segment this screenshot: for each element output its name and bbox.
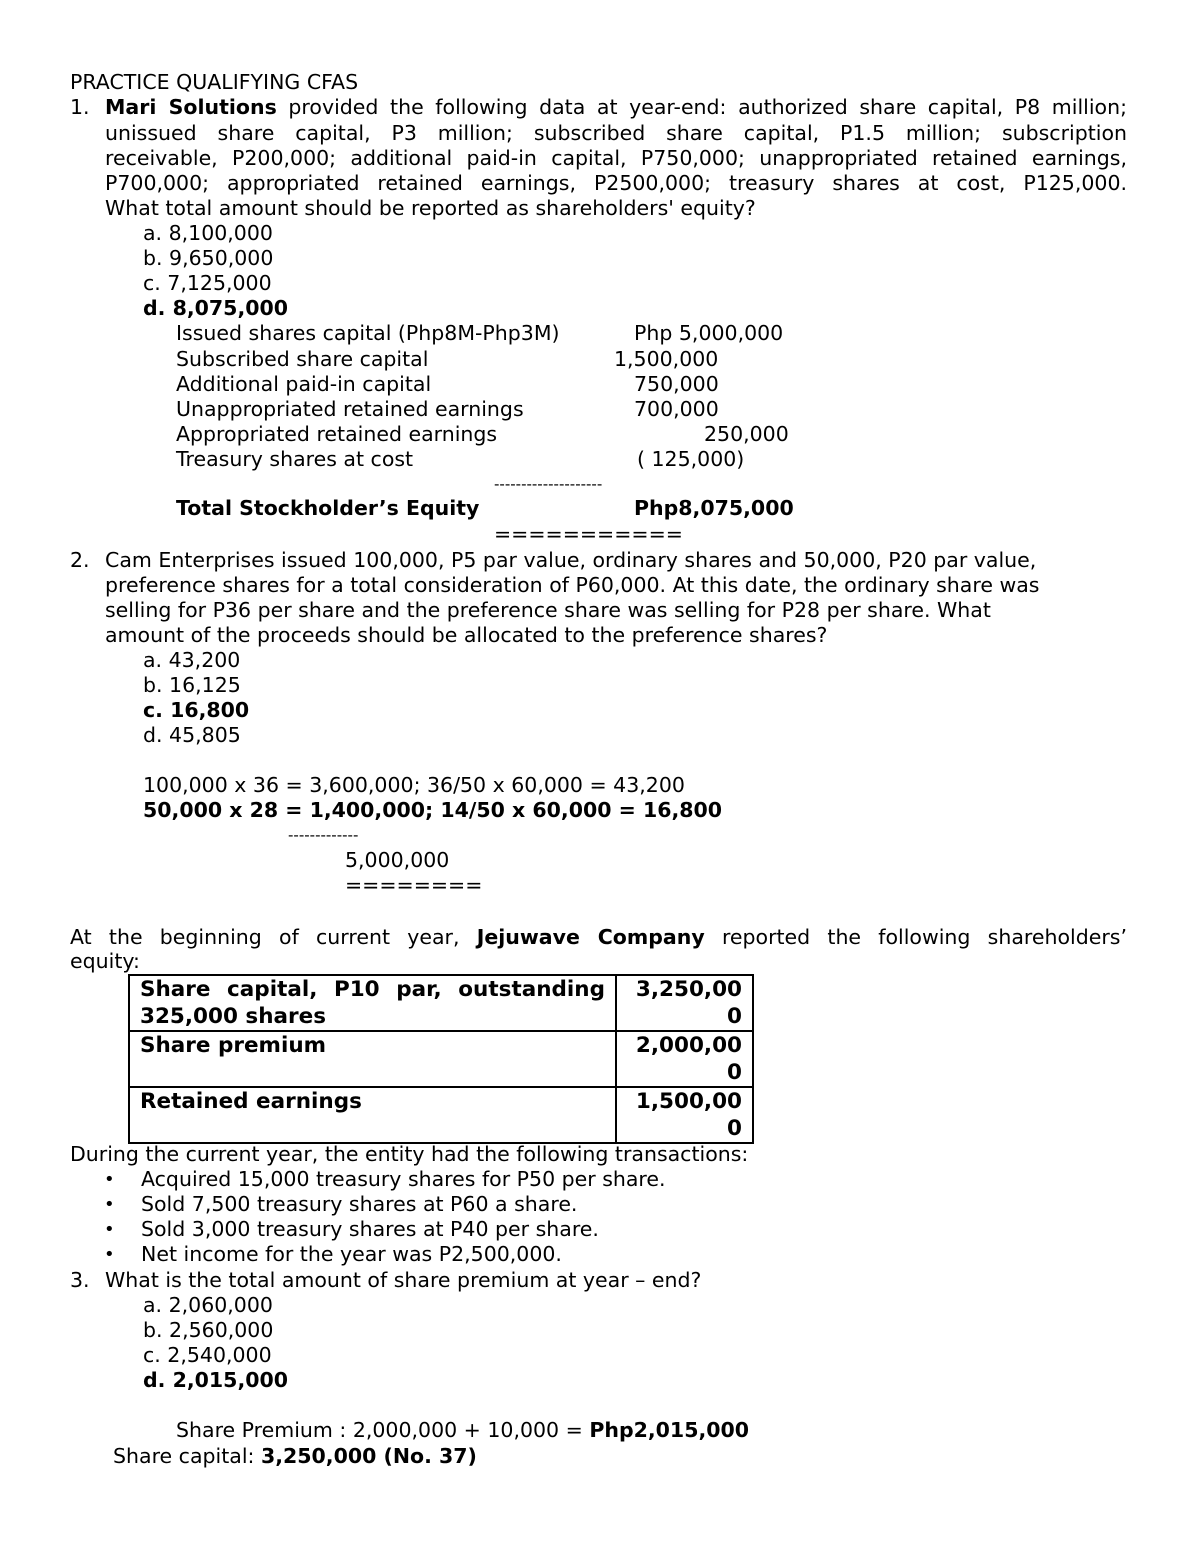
q2-choice-c-answer: c. 16,800 (143, 698, 250, 722)
equity-row-1-label-line-1: Share capital, P10 par, outstanding (140, 977, 605, 1002)
q3-premium-line (176, 1418, 749, 1443)
q1-line-1 (105, 95, 1127, 120)
equity-row-2-label: Share premium (140, 1033, 327, 1058)
equity-row-3-value-line-2: 0 (727, 1116, 742, 1141)
q1-sol-value-5: 250,000 (704, 422, 789, 446)
q3-choice-b: b. 2,560,000 (143, 1318, 274, 1342)
q2-sum: 5,000,000 (345, 848, 450, 872)
equity-row-2-value-line-1: 2,000,00 (635, 1033, 742, 1058)
q3-choice-c: c. 2,540,000 (143, 1343, 272, 1367)
table-row (129, 975, 753, 1031)
equity-table (128, 974, 754, 1144)
q3-premium-total: Php2,015,000 (589, 1418, 750, 1442)
equity-row-1-label-line-2: 325,000 shares (140, 1004, 327, 1029)
q1-company: Mari Solutions (105, 95, 277, 119)
equity-row-1-value-line-1: 3,250,00 (635, 977, 742, 1002)
q1-total-label: Total Stockholder’s Equity (176, 496, 480, 520)
bullet-2: • (104, 1194, 115, 1215)
q1-line-3: receivable, P200,000; additional paid-in capital, P750,000; unappropriated retained earnings, (105, 146, 1127, 170)
q2-choice-d: d. 45,805 (143, 723, 241, 747)
q2-line-1: Cam Enterprises issued 100,000, P5 par value, ordinary shares and 50,000, P20 par value, (105, 548, 1037, 572)
q2-calc-2: 50,000 x 28 = 1,400,000; 14/50 x 60,000 = 16,800 (143, 798, 723, 822)
q1-line-1-text: provided the following data at year-end: authorized share capital, P8 million; (276, 95, 1128, 119)
q2-line-2: preference shares for a total consideration of P60,000. At this date, the ordinary share was (105, 573, 1040, 597)
q3-choice-d-answer: d. 2,015,000 (143, 1368, 289, 1392)
q1-choice-c: c. 7,125,000 (143, 271, 272, 295)
q2-line-3: selling for P36 per share and the preference share was selling for P28 per share. What (105, 598, 991, 622)
q3-capital-value: 3,250,000 (No. 37) (260, 1444, 477, 1468)
q3-capital-line (113, 1444, 477, 1469)
equity-label-cell (129, 1031, 616, 1087)
equity-row-2-value-line-2: 0 (727, 1060, 742, 1085)
q1-sol-label-6: Treasury shares at cost (176, 447, 414, 471)
q3-premium-text: Share Premium : 2,000,000 + 10,000 = (176, 1418, 590, 1442)
q2-dash-rule: ------------- (288, 826, 359, 844)
q1-sol-label-3: Additional paid-in capital (176, 372, 432, 396)
page-title: PRACTICE QUALIFYING CFAS (70, 70, 359, 94)
q1-dash-rule: -------------------- (494, 475, 603, 493)
q1-total-value: Php8,075,000 (634, 496, 794, 520)
q1-sol-label-2: Subscribed share capital (176, 347, 429, 371)
q3-choice-a: a. 2,060,000 (143, 1293, 273, 1317)
equity-value-cell (616, 975, 753, 1031)
equity-row-3-value-line-1: 1,500,00 (635, 1089, 742, 1114)
q2-calc-1: 100,000 x 36 = 3,600,000; 36/50 x 60,000 = 43,200 (143, 773, 685, 797)
jejuwave-intro (70, 925, 1127, 950)
q1-line-5: What total amount should be reported as shareholders' equity? (105, 196, 756, 220)
q3-question: What is the total amount of share premium at year – end? (105, 1268, 702, 1292)
equity-row-3-label: Retained earnings (140, 1089, 362, 1114)
q1-choice-a: a. 8,100,000 (143, 221, 273, 245)
equity-value-cell (616, 1087, 753, 1143)
q1-sol-label-1: Issued shares capital (Php8M-Php3M) (176, 321, 560, 345)
q2-choice-a: a. 43,200 (143, 648, 241, 672)
q1-sol-label-4: Unappropriated retained earnings (176, 397, 524, 421)
bullet-3: • (104, 1219, 115, 1240)
q1-sol-label-5: Appropriated retained earnings (176, 422, 498, 446)
table-row (129, 1031, 753, 1087)
jejuwave-intro-post: reported the following shareholders’ (721, 925, 1127, 949)
jejuwave-intro-pre: At the beginning of current year, (70, 925, 460, 949)
q1-sol-value-1: Php 5,000,000 (634, 321, 784, 345)
bullet-1: • (104, 1169, 115, 1190)
transaction-1: Acquired 15,000 treasury shares for P50 per share. (141, 1167, 666, 1191)
q1-sol-value-6: ( 125,000) (637, 447, 745, 471)
q1-sol-value-2: 1,500,000 (614, 347, 719, 371)
transaction-3: Sold 3,000 treasury shares at P40 per share. (141, 1217, 599, 1241)
q1-number: 1. (70, 95, 90, 119)
q2-double-rule: ======== (345, 873, 483, 897)
q1-double-rule: =========== (494, 522, 683, 546)
bullet-4: • (104, 1244, 115, 1265)
transaction-4: Net income for the year was P2,500,000. (141, 1242, 562, 1266)
equity-row-1-value-line-2: 0 (727, 1004, 742, 1029)
jejuwave-intro-line-2: equity: (70, 949, 140, 973)
table-row (129, 1087, 753, 1143)
q1-choice-b: b. 9,650,000 (143, 246, 274, 270)
transactions-intro: During the current year, the entity had the following transactions: (70, 1142, 749, 1166)
q2-number: 2. (70, 548, 90, 572)
q1-line-4: P700,000; appropriated retained earnings, P2500,000; treasury shares at cost, P125,000. (105, 171, 1127, 195)
q3-capital-text: Share capital: (113, 1444, 261, 1468)
q1-sol-value-3: 750,000 (634, 372, 719, 396)
equity-label-cell (129, 1087, 616, 1143)
q1-line-2: unissued share capital, P3 million; subscribed share capital, P1.5 million; subscription (105, 121, 1127, 145)
jejuwave-company: Jejuwave Company (476, 925, 705, 949)
equity-value-cell (616, 1031, 753, 1087)
q2-line-4: amount of the proceeds should be allocated to the preference shares? (105, 623, 828, 647)
equity-label-cell (129, 975, 616, 1031)
q2-choice-b: b. 16,125 (143, 673, 241, 697)
q1-sol-value-4: 700,000 (634, 397, 719, 421)
q3-number: 3. (70, 1268, 90, 1292)
q1-choice-d-answer: d. 8,075,000 (143, 296, 289, 320)
transaction-2: Sold 7,500 treasury shares at P60 a share. (141, 1192, 578, 1216)
